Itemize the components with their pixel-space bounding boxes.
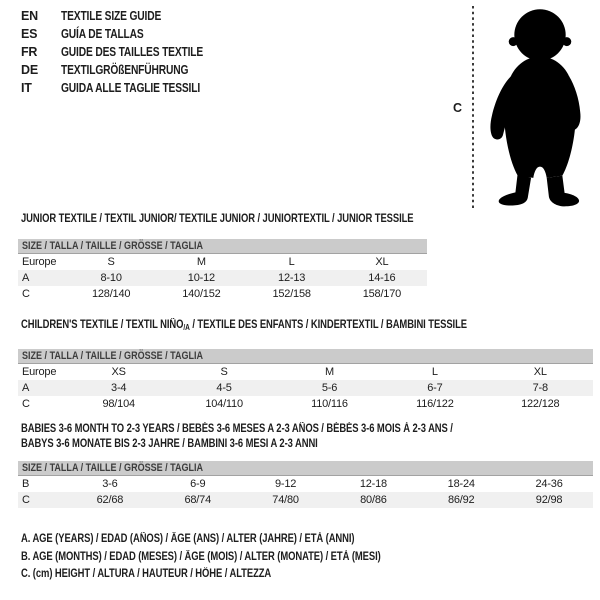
language-code: ES	[21, 27, 38, 41]
height-label: C	[453, 101, 463, 115]
row-label-cell: A	[22, 382, 30, 394]
size-cell: L	[431, 366, 438, 378]
size-cell: 104/110	[205, 398, 243, 410]
size-cell: 80/86	[360, 494, 387, 506]
language-title: TEXTILE SIZE GUIDE	[61, 9, 162, 23]
size-cell: 9-12	[274, 478, 297, 490]
footnote-text: A. AGE (YEARS) / EDAD (AÑOS) / ÂGE (ANS) / ALTER (JAHRE) / ETÀ (ANNI)	[21, 533, 355, 545]
row-label-cell: C	[22, 398, 30, 410]
size-cell: 86/92	[447, 494, 475, 506]
table-title	[18, 318, 593, 335]
size-cell: S	[220, 366, 228, 378]
footnotes	[21, 533, 460, 586]
size-header-text: SIZE / TALLA / TAILLE / GRÖSSE / TAGLIA	[22, 462, 204, 474]
language-row	[21, 43, 234, 61]
table-title-text: CHILDREN'S TEXTILE / TEXTIL $NIÑO_{/A}$ / TEXTILE DES ENFANTS / KINDERTEXTIL / BAMBINI TESSILE	[21, 319, 467, 332]
size-header-bar	[18, 239, 427, 254]
language-code: DE	[21, 63, 38, 77]
language-title: TEXTILGRÖßENFÜHRUNG	[61, 63, 189, 77]
table-row	[18, 492, 593, 508]
size-table	[18, 476, 593, 508]
language-row	[21, 7, 234, 25]
table-row	[18, 380, 593, 396]
size-table	[18, 364, 593, 412]
table-title-text: JUNIOR TEXTILE / TEXTIL JUNIOR/ TEXTILE JUNIOR / JUNIORTEXTIL / JUNIOR TESSILE	[21, 213, 414, 225]
size-cell: 8-10	[100, 272, 122, 284]
footnote-age-months	[21, 551, 460, 569]
size-cell: 24-36	[535, 478, 563, 490]
size-cell: 74/80	[272, 494, 299, 506]
size-cell: 98/104	[102, 398, 135, 410]
table-title	[18, 422, 593, 452]
language-row	[21, 79, 234, 97]
size-header-text: SIZE / TALLA / TAILLE / GRÖSSE / TAGLIA	[22, 240, 204, 252]
size-cell: 18-24	[447, 478, 475, 490]
babies-textile-section	[18, 422, 593, 508]
language-code: IT	[21, 81, 32, 95]
language-title: GUIDE DES TAILLES TEXTILE	[61, 45, 204, 59]
language-row	[21, 25, 234, 43]
size-cell: XS	[111, 366, 126, 378]
language-title: GUÍA DE TALLAS	[61, 27, 144, 41]
size-cell: 92/98	[535, 494, 563, 506]
size-cell: 10-12	[187, 272, 215, 284]
footnote-text: B. AGE (MONTHS) / EDAD (MESES) / ÂGE (MOIS) / ALTER (MONATE) / ETÀ (MESI)	[21, 550, 381, 563]
size-cell: 6-9	[190, 478, 206, 490]
size-cell: S	[107, 256, 115, 268]
size-cell: 4-5	[216, 382, 232, 394]
language-code: FR	[21, 45, 38, 59]
table-title-subscript: /A	[183, 323, 190, 332]
row-label-cell: B	[22, 478, 30, 490]
size-cell: 158/170	[362, 288, 402, 300]
junior-textile-section	[18, 212, 427, 302]
size-cell: 3-4	[111, 382, 127, 394]
size-cell: XL	[375, 256, 389, 268]
size-cell: 122/128	[521, 398, 560, 410]
table-row	[18, 270, 427, 286]
size-cell: 12-13	[278, 272, 306, 284]
language-title: GUIDA ALLE TAGLIE TESSILI	[61, 81, 201, 95]
size-cell: XL	[533, 366, 547, 378]
size-cell: 6-7	[427, 382, 443, 394]
size-cell: L	[288, 256, 295, 268]
table-title-line2	[21, 437, 593, 452]
table-title-text: BABYS 3-6 MONATE BIS 2-3 JAHRE / BAMBINI 3-6 MESI A 2-3 ANNI	[21, 438, 318, 450]
size-cell: 14-16	[368, 272, 396, 284]
size-header-text: SIZE / TALLA / TAILLE / GRÖSSE / TAGLIA	[22, 350, 204, 362]
row-label-cell: Europe	[22, 366, 57, 378]
footnote-height	[21, 568, 460, 586]
table-row	[18, 396, 593, 412]
row-label-cell: Europe	[22, 256, 57, 268]
size-header-bar	[18, 349, 593, 364]
table-row	[18, 254, 427, 270]
table-title-text: BABIES 3-6 MONTH TO 2-3 YEARS / BEBÉS 3-6 MESES A 2-3 AÑOS / BÉBÉS 3-6 MOIS À 2-3 ANS /	[21, 423, 453, 435]
size-cell: 140/152	[182, 288, 221, 300]
size-table	[18, 254, 427, 302]
size-cell: M	[196, 256, 206, 268]
baby-silhouette-icon	[483, 7, 597, 208]
table-row	[18, 364, 593, 380]
size-cell: 5-6	[321, 382, 338, 394]
language-row	[21, 61, 234, 79]
language-code: EN	[21, 9, 38, 23]
table-row	[18, 286, 427, 302]
footnote-text: C. (cm) HEIGHT / ALTURA / HAUTEUR / HÖHE / ALTEZZA	[21, 568, 272, 580]
size-cell: 68/74	[184, 494, 211, 506]
footnote-age-years	[21, 533, 460, 551]
table-title	[18, 212, 427, 227]
table-row	[18, 476, 593, 492]
size-cell: 7-8	[532, 382, 548, 394]
row-label-cell: A	[22, 272, 30, 284]
size-cell: M	[324, 366, 334, 378]
language-list	[21, 7, 234, 97]
size-cell: 152/158	[272, 288, 311, 300]
height-measure-line	[471, 6, 475, 210]
row-label-cell: C	[22, 494, 30, 506]
children-textile-section	[18, 318, 593, 412]
size-header-bar	[18, 461, 593, 476]
size-cell: 62/68	[96, 494, 124, 506]
size-cell: 12-18	[359, 478, 387, 490]
size-cell: 116/122	[416, 398, 454, 410]
row-label-cell: C	[22, 288, 30, 300]
size-cell: 110/116	[311, 398, 348, 410]
size-cell: 3-6	[102, 478, 118, 490]
size-cell: 128/140	[91, 288, 131, 300]
